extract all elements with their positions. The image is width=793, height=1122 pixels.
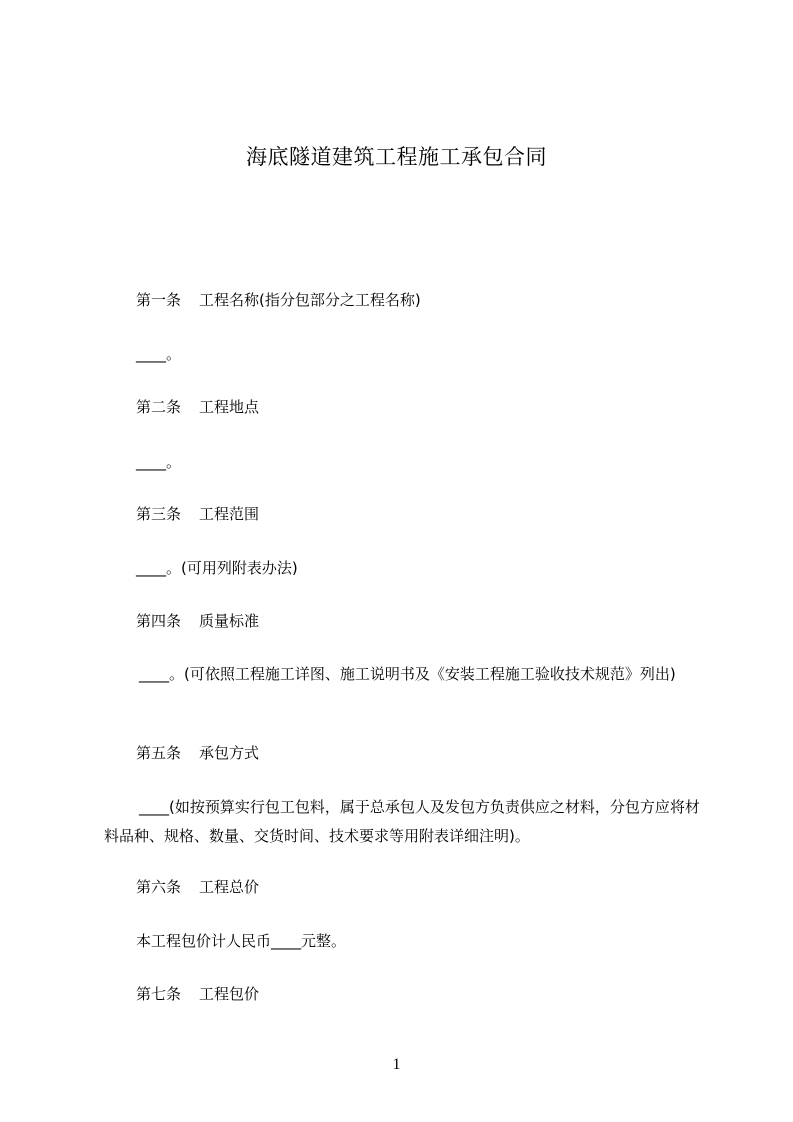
article-title: 工程地点 [199,398,260,416]
page-number: 1 [392,1056,401,1073]
article-number: 第六条 [136,878,182,896]
article-6-heading [136,876,259,898]
article-3-body: ____。(可用列附表办法) [136,559,298,577]
article-4-heading [136,610,259,632]
article-number: 第七条 [136,985,182,1003]
article-1-body: ____。 [136,345,182,363]
article-number: 第三条 [136,505,182,523]
article-title: 承包方式 [199,744,260,762]
article-title: 工程总价 [199,878,260,896]
article-1-heading [136,289,421,311]
article-5-body: ____(如按预算实行包工包料，属于总承包人及发包方负责供应之材料，分包方应将材料品种、规格、数量、交货时间、技术要求等用附表详细注明)。 [104,798,700,845]
article-2-heading [136,396,259,418]
article-title: 工程范围 [199,505,260,523]
article-number: 第五条 [136,744,182,762]
article-7-heading [136,983,259,1005]
article-number: 第一条 [136,291,182,309]
article-5-heading [136,742,259,764]
article-3-heading [136,503,259,525]
article-title: 工程名称(指分包部分之工程名称) [199,291,421,309]
article-4-body: ____。(可依照工程施工详图、施工说明书及《安装工程施工验收技术规范》列出) [139,665,676,683]
article-number: 第四条 [136,612,182,630]
article-title: 质量标准 [199,612,260,630]
article-6-body: 本工程包价计人民币____元整。 [136,932,347,950]
article-title: 工程包价 [199,985,260,1003]
article-number: 第二条 [136,398,182,416]
article-2-body: ____。 [136,453,182,471]
document-title: 海底隧道建筑工程施工承包合同 [246,145,547,169]
